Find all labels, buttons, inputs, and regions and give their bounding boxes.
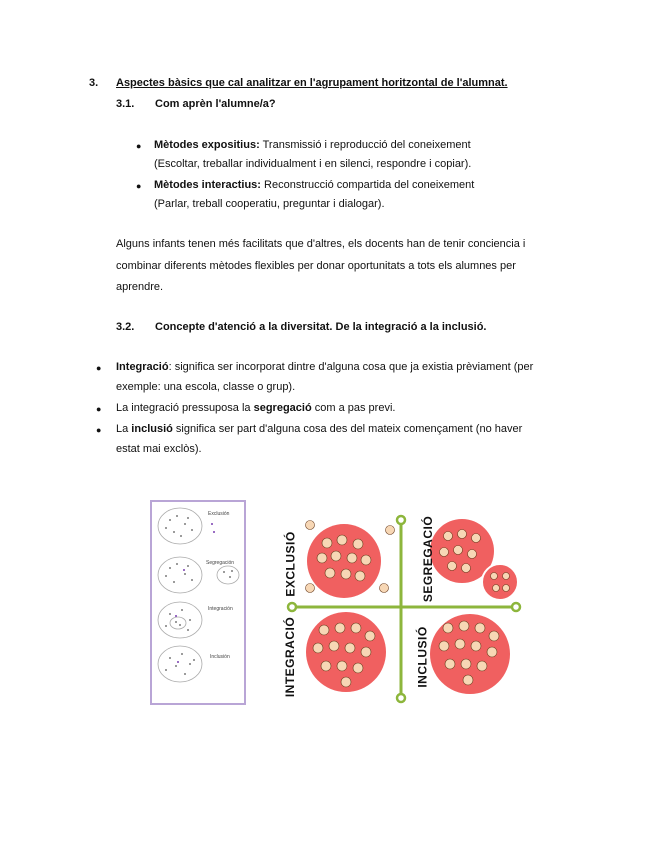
bullet-icon: ● <box>136 181 142 191</box>
definition-cont: exemple: una escola, classe o grup). <box>116 381 296 393</box>
quadrant-label-exclusio: EXCLUSIÓ <box>283 531 298 597</box>
figure-label: Exclusión <box>208 511 230 517</box>
definition: : significa ser incorporat dintre d'alguna cosa que ja existia prèviament (per <box>168 361 534 373</box>
subsection-number: 3.1. <box>116 98 135 110</box>
subsection-title: Concepte d'atenció a la diversitat. De la integració a la inclusió. <box>155 321 487 333</box>
bullet-icon: ● <box>96 425 102 435</box>
definition-cont: estat mai exclòs). <box>116 443 202 455</box>
quadrant-label-inclusio: INCLUSIÓ <box>415 626 430 688</box>
figure-label: Segregación <box>206 560 235 566</box>
bullet-icon: ● <box>96 363 102 373</box>
method-detail: (Escoltar, treballar individualment i en silenci, respondre i copiar). <box>154 158 472 170</box>
text: com a pas previ. <box>311 402 396 414</box>
list-item <box>116 423 522 435</box>
figure-right <box>280 510 530 710</box>
method-label: Mètodes expositius: <box>154 139 260 151</box>
text: La integració pressuposa la <box>116 402 254 414</box>
quadrant-diagram <box>280 510 530 710</box>
paragraph-line: combinar diferents mètodes flexibles per donar oportunitats a tots els alumnes per <box>116 260 516 272</box>
bullet-icon: ● <box>136 141 142 151</box>
quadrant-label-integracio: INTEGRACIÓ <box>283 616 298 698</box>
paragraph-line: aprendre. <box>116 281 164 293</box>
subsection-title: Com aprèn l'alumne/a? <box>155 98 276 110</box>
term: Integració <box>116 361 169 373</box>
list-item <box>116 402 395 414</box>
method-text: Reconstrucció compartida del coneixement <box>260 179 475 191</box>
list-item <box>116 361 533 373</box>
figure-label: Integración <box>208 606 233 612</box>
figure-label: Inclusión <box>210 654 230 660</box>
definition: significa ser part d'alguna cosa des del mateix començament (no haver <box>172 423 523 435</box>
term: segregació <box>253 402 312 414</box>
subsection-number: 3.2. <box>116 321 135 333</box>
figure-left <box>150 500 246 705</box>
list-item <box>154 139 471 151</box>
paragraph-line: Alguns infants tenen més facilitats que d'altres, els docents han de tenir conciencia i <box>116 238 526 250</box>
method-text: Transmissió i reproducció del coneixement <box>259 139 471 151</box>
method-label: Mètodes interactius: <box>154 179 261 191</box>
dots-diagram <box>152 502 244 703</box>
term: inclusió <box>131 423 173 435</box>
text: La <box>116 423 132 435</box>
quadrant-label-segregacio: SEGREGACIÓ <box>421 515 436 603</box>
list-item <box>154 179 474 191</box>
section-title: Aspectes bàsics que cal analitzar en l'agrupament horitzontal de l'alumnat. <box>116 77 508 89</box>
method-detail: (Parlar, treball cooperatiu, preguntar i dialogar). <box>154 198 385 210</box>
section-number: 3. <box>89 77 99 89</box>
bullet-icon: ● <box>96 404 102 414</box>
